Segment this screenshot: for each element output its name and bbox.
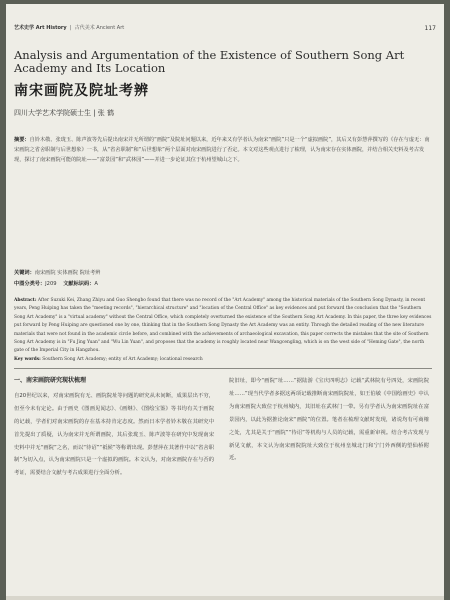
abstract-en-text: After Suzuki Kei, Zhang Zhiyu and Guo Shengbo found that there was no record of the "Art Academy" among the historical materials of the Southern Song Dynasty, in recent years, Peng Huiping has taken the "meeting records", "hierarchical structure" and "location of the Central Office" as key evidences and put forward the conclusion that the "Southern Song Art Academy" is a "virtual academy" without the Central Office, which completely overturned the existence of the Southern Song Art Academy. In this paper, the three key evidences put forward by Peng Huiping are questioned one by one, thinking that in the Southern Song Dynasty the Art Academy was an entity. Through the detailed reading of the new literature materials that were not found in the academic circle before, and combined with the achievements of archaeological excavation, this paper corrects the mistakes that the site of Southern Song Art Academy is in "Fu Jing Yuan" and "Wu Lin Yuan", and proposes that the academy is roughly located near Wangcengling, which is on the west side of "Heming Gate", the north gate of the Imperial City in Hangzhou. xyxy=(14,298,432,354)
section-heading: 一、南宋画院研究现状梳理 xyxy=(14,377,87,384)
page-number: 117 xyxy=(424,25,436,32)
keywords-en-label: Key words: xyxy=(14,356,41,362)
running-header: 艺术史学 Art History | 古代美术 Ancient Art xyxy=(14,25,125,31)
doc-code-value: A xyxy=(94,281,98,287)
body-column-left xyxy=(14,375,214,480)
journal-subsection: 古代美术 Ancient Art xyxy=(74,25,125,31)
english-abstract xyxy=(14,297,432,364)
body-text-left: 自20世纪以来，对南宋画院有无、画院院址等问题的研究从未间断，成果层出不穷，但至今未有定论。由于画史《图画见闻志》、《画继》、《图绘宝鉴》等书均有关于画院的记载，学者们对南宋画院的存在基本持肯定态度。然而日本学者铃木敬在其研究中首先提出了质疑，认为南宋并无所谓画院，其后张珑玉、陈声波等在研究中发现南宋史料中并无“画院”之名，而以“待诏”“祗候”等称谓出现。彭慧萍在其著作中以“省舍职制”为切入点，认为南宋画院只是一个虚拟的画院。本文认为，对南宋画院存在与否的考证，需要结合文献与考古成果进行全面分析。 xyxy=(14,392,214,477)
keywords-cn-text: 南宋画院 实体画院 院址考辨 xyxy=(34,270,101,276)
abstract-cn-label: 摘要： xyxy=(14,137,30,143)
page-fold-shadow xyxy=(6,596,444,600)
abstract-divider xyxy=(14,368,432,369)
abstract-en-label: Abstract: xyxy=(14,298,37,303)
journal-page xyxy=(6,4,444,600)
keywords-cn-label: 关键词： xyxy=(14,270,35,276)
body-text-right: 院旧址，即今“画院”址……”据陆游《宝庆四明志》记载“武林院有号四处，宋画院院址……”现当代学者多据这两项记载推断南宋画院院址，如王伯敏《中国绘画史》中认为南宋画院大致位于杭州城内，其旧址在武林门一带。另有学者认为南宋画院址在富景园内，以此为据推论南宋“画院”的位置。笔者在梳理文献时发现，诸说均有可商榷之处，尤其是关于“画院”“待诏”等机构与人员的记载，需重新审视。结合考古发现与新见文献，本文认为南宋画院院址大致位于杭州皇城北门和宁门外西侧的望仙桥附近。 xyxy=(229,378,429,462)
journal-section-tag: 艺术史学 Art History xyxy=(14,25,67,31)
classification-value: J209 xyxy=(45,281,57,287)
chinese-abstract xyxy=(14,136,432,165)
keywords-en-text: Southern Song Art Academy; entity of Art Academy; locational research xyxy=(42,356,203,362)
classification-label: 中图分类号： xyxy=(14,281,46,287)
article-title-chinese: 南宋画院及院址考辨 xyxy=(14,83,149,99)
body-column-right xyxy=(229,375,429,465)
abstract-cn-text: 自铃木敬、张珑玉、陈声波等先后提出南宋并无所谓的“画院”及院址问题以来，近年来又有学者认为南宋“画院”只是一个“虚拟画院”，其后又有彭慧萍撰写的《存在与虚无：南宋画院之省舍职制与后世想象》一书，从“省舍职制”和“后世想象”两个层面对南宋画院进行了否定。本文对这些观点进行了梳理，认为南宋存在实体画院，并结合相关史料及考古发现，探讨了南宋画院可能的院址——“富景园”和“武林园”——并进一步论证其位于杭州望城山之下。 xyxy=(14,137,430,163)
author-line: 四川大学艺术学院硕士生 | 张 鹤 xyxy=(14,109,115,117)
chinese-keywords xyxy=(14,269,100,276)
doc-code-label: 文献标识码： xyxy=(63,281,95,287)
article-title-english: Analysis and Argumentation of the Existence of Southern Song Art Academy and Its Location xyxy=(14,48,405,75)
classification-line xyxy=(14,280,98,287)
